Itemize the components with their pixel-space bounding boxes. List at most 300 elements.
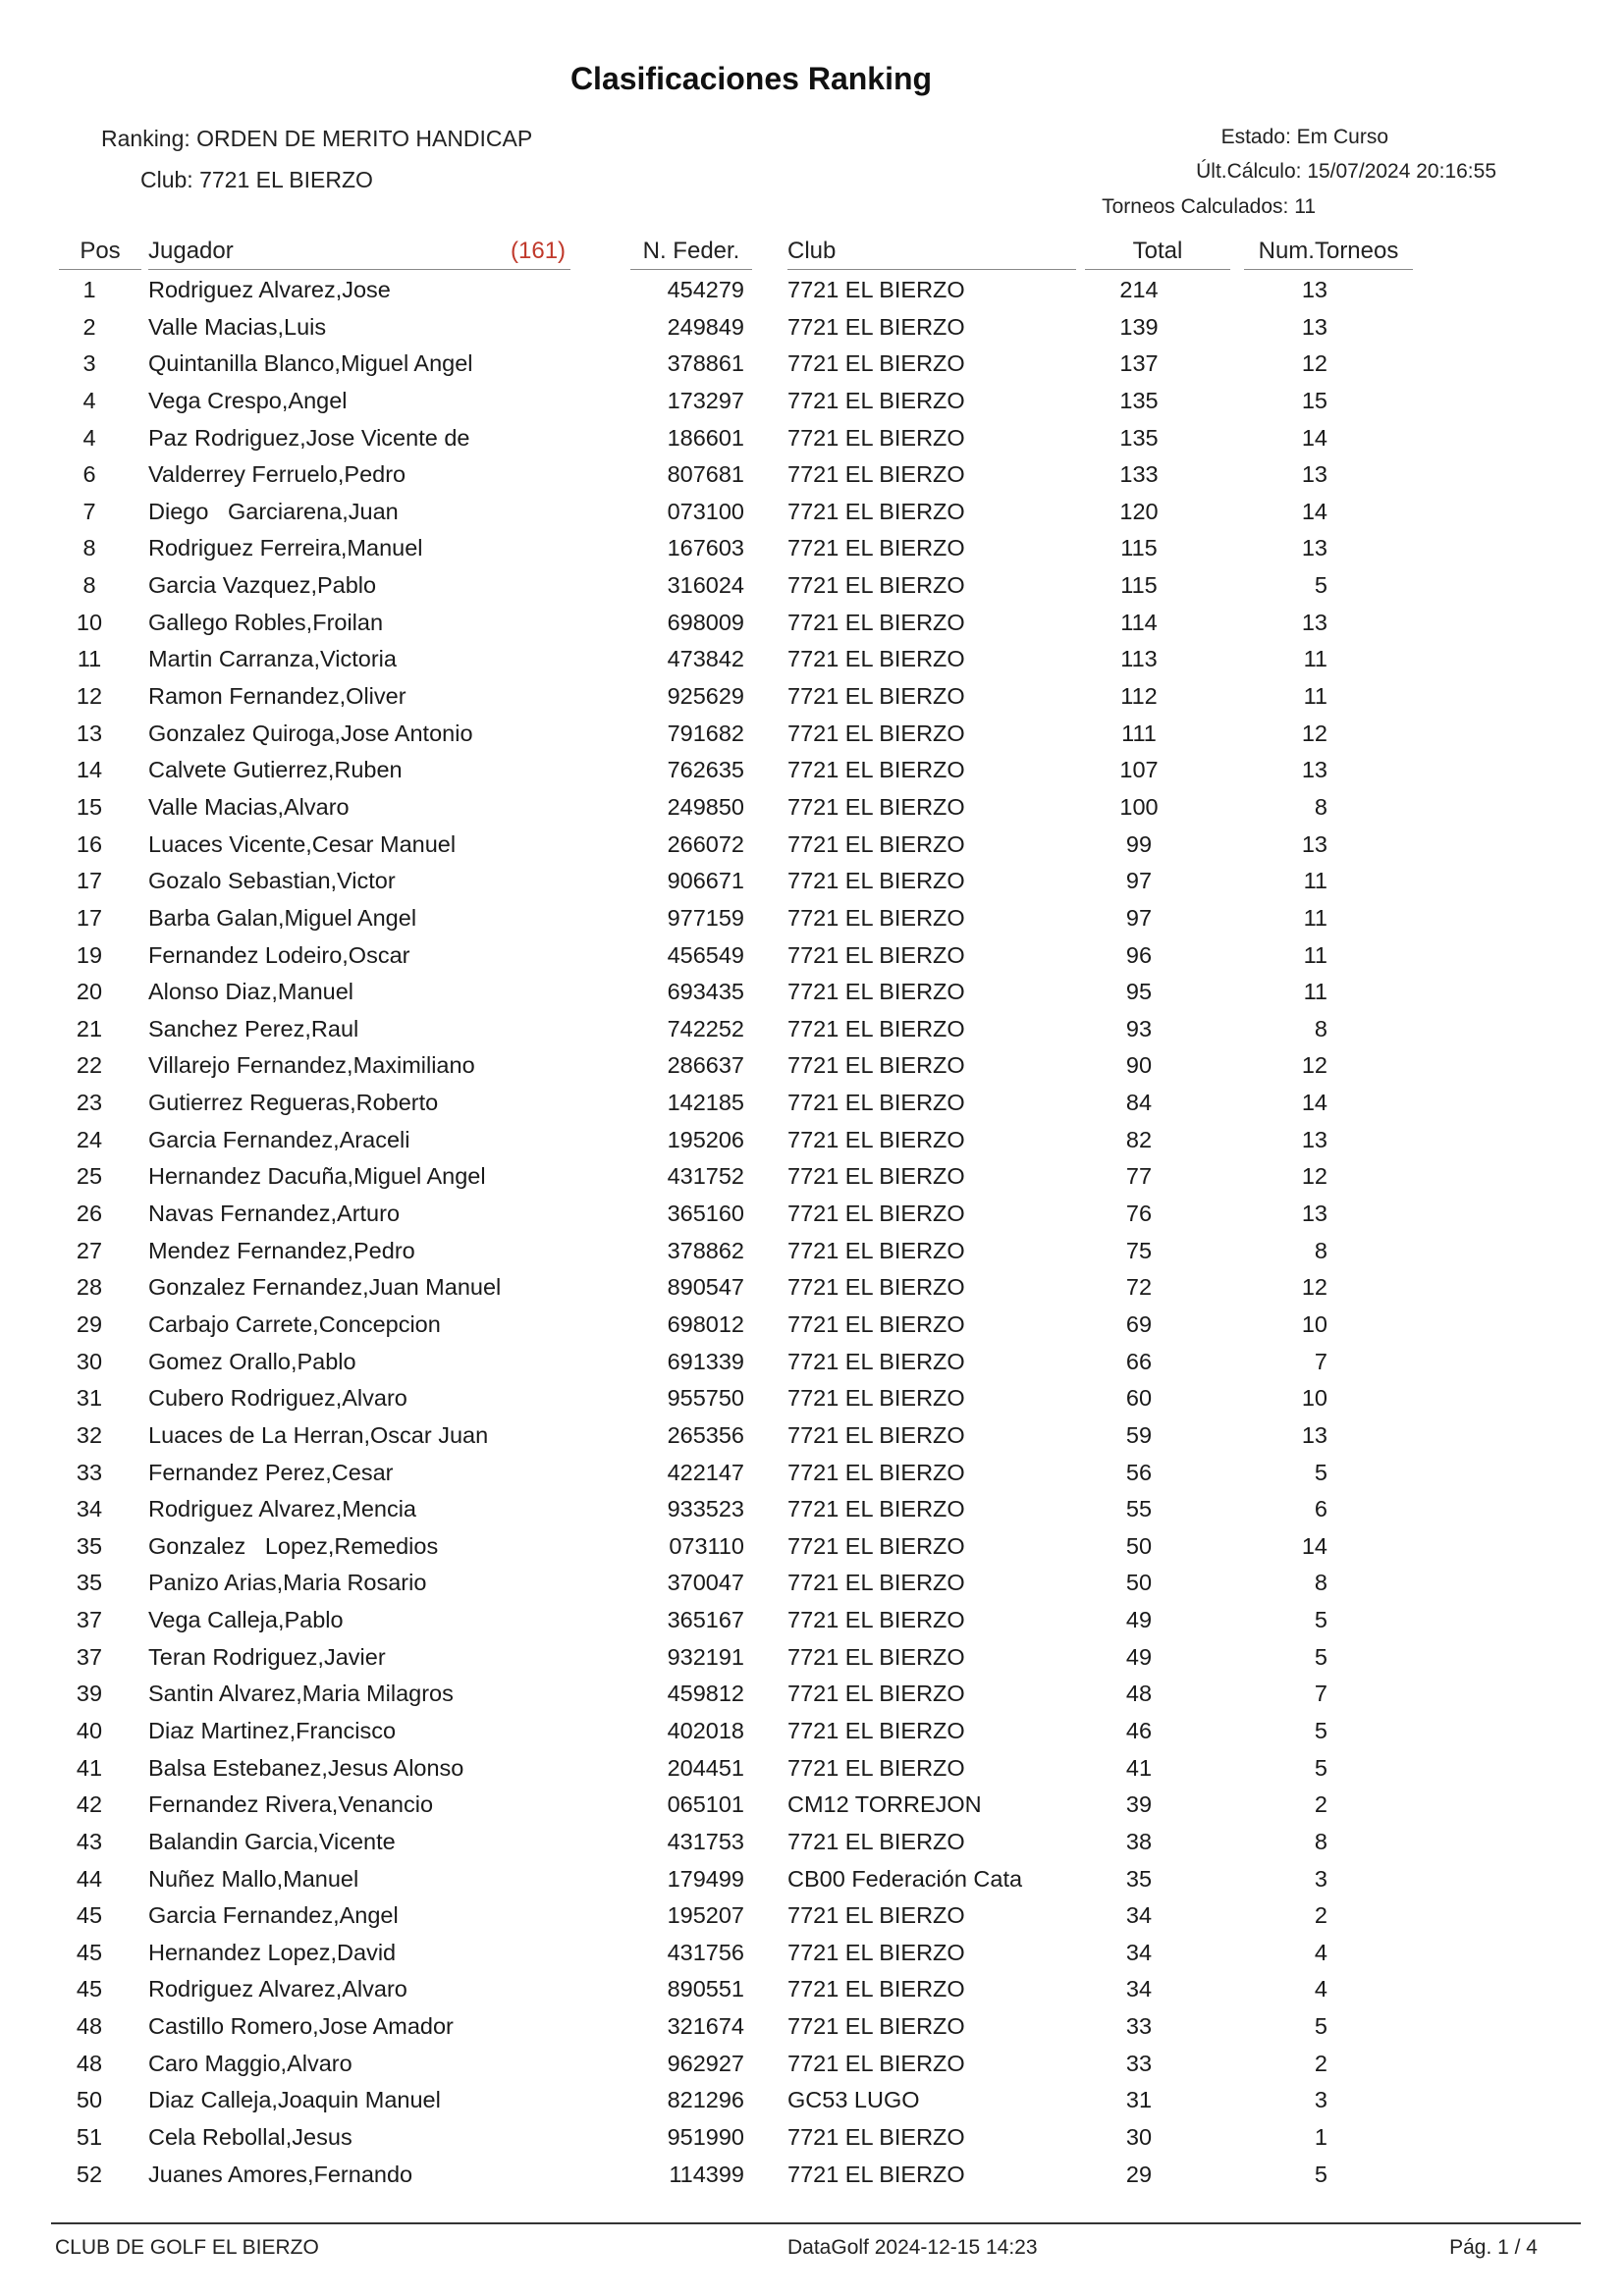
- federation-number: 321674: [667, 2013, 744, 2040]
- table-row: [0, 2087, 1624, 2124]
- federation-number: 951990: [667, 2124, 744, 2151]
- total-points: 75: [1125, 1237, 1153, 1263]
- club-cell: 7721 EL BIERZO: [787, 2050, 965, 2076]
- torneos-calculados: Torneos Calculados: 11: [1102, 195, 1316, 218]
- table-row: [0, 2051, 1624, 2088]
- table-row: [0, 277, 1624, 314]
- pos-cell: 45: [76, 1976, 103, 2002]
- player-name: Castillo Romero,Jose Amador: [148, 2013, 454, 2040]
- player-name: Rodriguez Ferreira,Manuel: [148, 535, 423, 561]
- player-name: Sanchez Perez,Raul: [148, 1015, 359, 1041]
- federation-number: 114399: [669, 2161, 744, 2187]
- table-row: [0, 1385, 1624, 1422]
- ranking-table-body: [0, 277, 1624, 2198]
- federation-number: 265356: [667, 1421, 744, 1448]
- club-cell: 7721 EL BIERZO: [787, 1421, 965, 1448]
- header-jugador: Jugador: [148, 238, 570, 270]
- club-cell: 7721 EL BIERZO: [787, 1754, 965, 1781]
- player-name: Gonzalez Quiroga,Jose Antonio: [148, 720, 473, 746]
- club-cell: 7721 EL BIERZO: [787, 1681, 965, 1707]
- table-row: [0, 1349, 1624, 1386]
- header-pos: Pos: [59, 238, 141, 270]
- total-points: 93: [1125, 1015, 1153, 1041]
- club-cell: 7721 EL BIERZO: [787, 1163, 965, 1190]
- table-row: [0, 1940, 1624, 1977]
- num-torneos-cell: 11: [1303, 868, 1327, 894]
- pos-cell: 12: [76, 683, 103, 710]
- player-name: Rodriguez Alvarez,Jose: [148, 277, 391, 302]
- pos-cell: 8: [82, 535, 96, 561]
- total-points: 84: [1125, 1090, 1153, 1116]
- total-points: 55: [1125, 1496, 1153, 1522]
- pos-cell: 1: [82, 277, 96, 302]
- federation-number: 073100: [667, 498, 744, 524]
- federation-number: 698009: [667, 609, 744, 635]
- player-name: Rodriguez Alvarez,Alvaro: [148, 1976, 407, 2002]
- player-name: Villarejo Fernandez,Maximiliano: [148, 1052, 475, 1079]
- pos-cell: 34: [76, 1496, 103, 1522]
- total-points: 34: [1125, 1902, 1153, 1929]
- num-torneos-cell: 11: [1303, 941, 1327, 968]
- federation-number: 932191: [667, 1643, 744, 1670]
- num-torneos-cell: 8: [1314, 1015, 1327, 1041]
- total-points: 72: [1125, 1274, 1153, 1301]
- pos-cell: 21: [76, 1015, 103, 1041]
- total-points: 137: [1119, 350, 1159, 377]
- player-name: Luaces Vicente,Cesar Manuel: [148, 830, 457, 857]
- total-points: 96: [1125, 941, 1153, 968]
- federation-number: 459812: [667, 1681, 744, 1707]
- player-name: Valle Macias,Alvaro: [148, 793, 350, 820]
- num-torneos-cell: 5: [1314, 2013, 1327, 2040]
- pos-cell: 43: [76, 1828, 103, 1854]
- federation-number: 316024: [667, 572, 744, 599]
- player-name: Garcia Vazquez,Pablo: [148, 572, 377, 599]
- club-name: Club: 7721 EL BIERZO: [140, 167, 373, 192]
- federation-number: 422147: [667, 1459, 744, 1485]
- club-cell: 7721 EL BIERZO: [787, 1348, 965, 1374]
- total-points: 113: [1120, 646, 1158, 672]
- table-row: [0, 1201, 1624, 1238]
- club-cell: 7721 EL BIERZO: [787, 646, 965, 672]
- total-points: 115: [1120, 535, 1158, 561]
- num-torneos-cell: 7: [1314, 1348, 1327, 1374]
- federation-number: 179499: [667, 1865, 744, 1892]
- club-cell: 7721 EL BIERZO: [787, 1126, 965, 1152]
- num-torneos-cell: 5: [1314, 1607, 1327, 1633]
- table-row: [0, 1163, 1624, 1201]
- player-name: Navas Fernandez,Arturo: [148, 1201, 401, 1227]
- pos-cell: 39: [76, 1681, 103, 1707]
- federation-number: 742252: [667, 1015, 744, 1041]
- player-name: Nuñez Mallo,Manuel: [148, 1865, 359, 1892]
- club-cell: 7721 EL BIERZO: [787, 1201, 965, 1227]
- header-num-torneos: Num.Torneos: [1244, 238, 1413, 270]
- pos-cell: 44: [76, 1865, 103, 1892]
- num-torneos-cell: 13: [1301, 1421, 1327, 1448]
- federation-number: 249849: [667, 313, 744, 340]
- num-torneos-cell: 13: [1301, 609, 1327, 635]
- club-cell: 7721 EL BIERZO: [787, 1717, 965, 1743]
- table-row: [0, 1274, 1624, 1311]
- num-torneos-cell: 12: [1301, 350, 1327, 377]
- table-row: [0, 1570, 1624, 1607]
- table-row: [0, 1791, 1624, 1829]
- num-torneos-cell: 6: [1314, 1496, 1327, 1522]
- club-cell: 7721 EL BIERZO: [787, 683, 965, 710]
- num-torneos-cell: 12: [1301, 720, 1327, 746]
- club-cell: 7721 EL BIERZO: [787, 1939, 965, 1965]
- federation-number: 906671: [667, 868, 744, 894]
- pos-cell: 19: [76, 941, 103, 968]
- club-cell: CB00 Federación Cata: [787, 1865, 1023, 1892]
- num-torneos-cell: 5: [1314, 572, 1327, 599]
- num-torneos-cell: 13: [1301, 830, 1327, 857]
- total-points: 49: [1125, 1607, 1153, 1633]
- num-torneos-cell: 2: [1314, 1791, 1327, 1818]
- table-row: [0, 1016, 1624, 1053]
- player-name: Cela Rebollal,Jesus: [148, 2124, 352, 2151]
- total-points: 82: [1125, 1126, 1153, 1152]
- estado-status: Estado: Em Curso: [1220, 126, 1388, 148]
- num-torneos-cell: 11: [1303, 979, 1327, 1005]
- total-points: 120: [1119, 498, 1159, 524]
- federation-number: 431753: [667, 1828, 744, 1854]
- player-name: Gomez Orallo,Pablo: [148, 1348, 356, 1374]
- table-row: [0, 1976, 1624, 2013]
- pos-cell: 20: [76, 979, 103, 1005]
- pos-cell: 17: [76, 868, 103, 894]
- num-torneos-cell: 13: [1301, 1201, 1327, 1227]
- player-name: Calvete Gutierrez,Ruben: [148, 757, 403, 783]
- num-torneos-cell: 10: [1301, 1310, 1327, 1337]
- total-points: 139: [1119, 313, 1159, 340]
- club-cell: GC53 LUGO: [787, 2087, 920, 2113]
- total-points: 34: [1125, 1939, 1153, 1965]
- pos-cell: 25: [76, 1163, 103, 1190]
- federation-number: 365160: [667, 1201, 744, 1227]
- num-torneos-cell: 11: [1303, 904, 1327, 931]
- table-row: [0, 1902, 1624, 1940]
- club-cell: 7721 EL BIERZO: [787, 1570, 965, 1596]
- table-row: [0, 979, 1624, 1016]
- player-name: Gonzalez Lopez,Remedios: [148, 1532, 439, 1559]
- total-points: 135: [1119, 387, 1159, 413]
- pos-cell: 45: [76, 1939, 103, 1965]
- num-torneos-cell: 1: [1314, 2124, 1327, 2151]
- federation-number: 167603: [667, 535, 744, 561]
- total-points: 49: [1125, 1643, 1153, 1670]
- pos-cell: 50: [76, 2087, 103, 2113]
- pos-cell: 42: [76, 1791, 103, 1818]
- table-row: [0, 1127, 1624, 1164]
- total-points: 34: [1125, 1976, 1153, 2002]
- federation-number: 365167: [667, 1607, 744, 1633]
- player-name: Balsa Estebanez,Jesus Alonso: [148, 1754, 464, 1781]
- federation-number: 195206: [667, 1126, 744, 1152]
- player-name: Balandin Garcia,Vicente: [148, 1828, 396, 1854]
- total-points: 97: [1125, 904, 1153, 931]
- table-row: [0, 721, 1624, 758]
- num-torneos-cell: 13: [1301, 1126, 1327, 1152]
- pos-cell: 16: [76, 830, 103, 857]
- pos-cell: 2: [82, 313, 96, 340]
- pos-cell: 40: [76, 1717, 103, 1743]
- player-name: Gonzalez Fernandez,Juan Manuel: [148, 1274, 502, 1301]
- num-torneos-cell: 5: [1314, 1754, 1327, 1781]
- table-row: [0, 942, 1624, 980]
- table-row: [0, 1755, 1624, 1792]
- num-torneos-cell: 5: [1314, 2161, 1327, 2187]
- pos-cell: 4: [82, 387, 96, 413]
- club-cell: CM12 TORREJON: [787, 1791, 982, 1818]
- player-count: (161): [511, 238, 567, 264]
- federation-number: 195207: [667, 1902, 744, 1929]
- header-total: Total: [1085, 238, 1230, 270]
- num-torneos-cell: 4: [1314, 1976, 1327, 2002]
- federation-number: 977159: [667, 904, 744, 931]
- club-cell: 7721 EL BIERZO: [787, 387, 965, 413]
- total-points: 38: [1125, 1828, 1153, 1854]
- table-row: [0, 905, 1624, 942]
- club-cell: 7721 EL BIERZO: [787, 941, 965, 968]
- total-points: 39: [1125, 1791, 1153, 1818]
- pos-cell: 31: [76, 1385, 103, 1412]
- total-points: 100: [1119, 793, 1159, 820]
- federation-number: 186601: [667, 424, 744, 451]
- table-header: [0, 238, 1624, 267]
- player-name: Fernandez Lodeiro,Oscar: [148, 941, 410, 968]
- federation-number: 286637: [667, 1052, 744, 1079]
- player-name: Valle Macias,Luis: [148, 313, 327, 340]
- federation-number: 378862: [667, 1237, 744, 1263]
- club-cell: 7721 EL BIERZO: [787, 757, 965, 783]
- num-torneos-cell: 13: [1301, 461, 1327, 488]
- table-row: [0, 2124, 1624, 2162]
- pos-cell: 13: [76, 720, 103, 746]
- num-torneos-cell: 11: [1303, 683, 1327, 710]
- num-torneos-cell: 8: [1314, 793, 1327, 820]
- player-name: Garcia Fernandez,Angel: [148, 1902, 399, 1929]
- federation-number: 378861: [667, 350, 744, 377]
- num-torneos-cell: 3: [1314, 1865, 1327, 1892]
- player-name: Hernandez Dacuña,Miguel Angel: [148, 1163, 486, 1190]
- table-row: [0, 831, 1624, 869]
- club-cell: 7721 EL BIERZO: [787, 535, 965, 561]
- table-row: [0, 425, 1624, 462]
- table-row: [0, 683, 1624, 721]
- num-torneos-cell: 13: [1301, 757, 1327, 783]
- table-row: [0, 1607, 1624, 1644]
- total-points: 60: [1125, 1385, 1153, 1412]
- num-torneos-cell: 12: [1301, 1274, 1327, 1301]
- num-torneos-cell: 10: [1301, 1385, 1327, 1412]
- footer-generator: DataGolf 2024-12-15 14:23: [787, 2236, 1038, 2259]
- player-name: Diego Garciarena,Juan: [148, 498, 399, 524]
- club-cell: 7721 EL BIERZO: [787, 1902, 965, 1929]
- club-cell: 7721 EL BIERZO: [787, 1828, 965, 1854]
- federation-number: 821296: [667, 2087, 744, 2113]
- table-row: [0, 350, 1624, 388]
- table-row: [0, 2162, 1624, 2199]
- club-cell: 7721 EL BIERZO: [787, 572, 965, 599]
- player-name: Caro Maggio,Alvaro: [148, 2050, 352, 2076]
- federation-number: 693435: [667, 979, 744, 1005]
- pos-cell: 8: [82, 572, 96, 599]
- pos-cell: 24: [76, 1126, 103, 1152]
- total-points: 66: [1125, 1348, 1153, 1374]
- table-row: [0, 1681, 1624, 1718]
- pos-cell: 10: [76, 609, 103, 635]
- total-points: 107: [1119, 757, 1159, 783]
- num-torneos-cell: 8: [1314, 1237, 1327, 1263]
- federation-number: 890551: [667, 1976, 744, 2002]
- club-cell: 7721 EL BIERZO: [787, 609, 965, 635]
- table-row: [0, 535, 1624, 572]
- player-name: Barba Galan,Miguel Angel: [148, 904, 417, 931]
- player-name: Cubero Rodriguez,Alvaro: [148, 1385, 407, 1412]
- total-points: 76: [1125, 1201, 1153, 1227]
- player-name: Carbajo Carrete,Concepcion: [148, 1310, 441, 1337]
- total-points: 33: [1125, 2050, 1153, 2076]
- table-row: [0, 1090, 1624, 1127]
- federation-number: 431752: [667, 1163, 744, 1190]
- total-points: 29: [1125, 2161, 1153, 2187]
- num-torneos-cell: 5: [1314, 1643, 1327, 1670]
- player-name: Gallego Robles,Froilan: [148, 609, 384, 635]
- club-cell: 7721 EL BIERZO: [787, 1496, 965, 1522]
- total-points: 48: [1125, 1681, 1153, 1707]
- table-row: [0, 314, 1624, 351]
- player-name: Diaz Calleja,Joaquin Manuel: [148, 2087, 441, 2113]
- player-name: Mendez Fernandez,Pedro: [148, 1237, 415, 1263]
- total-points: 111: [1121, 720, 1157, 746]
- club-cell: 7721 EL BIERZO: [787, 498, 965, 524]
- player-name: Gozalo Sebastian,Victor: [148, 868, 396, 894]
- total-points: 214: [1119, 277, 1159, 302]
- table-row: [0, 2013, 1624, 2051]
- num-torneos-cell: 11: [1303, 646, 1327, 672]
- table-row: [0, 610, 1624, 647]
- total-points: 97: [1125, 868, 1153, 894]
- federation-number: 791682: [667, 720, 744, 746]
- club-cell: 7721 EL BIERZO: [787, 2161, 965, 2187]
- club-cell: 7721 EL BIERZO: [787, 1532, 965, 1559]
- federation-number: 473842: [667, 646, 744, 672]
- federation-number: 955750: [667, 1385, 744, 1412]
- pos-cell: 48: [76, 2050, 103, 2076]
- num-torneos-cell: 12: [1301, 1052, 1327, 1079]
- player-name: Teran Rodriguez,Javier: [148, 1643, 386, 1670]
- club-cell: 7721 EL BIERZO: [787, 1310, 965, 1337]
- total-points: 114: [1120, 609, 1158, 635]
- club-cell: 7721 EL BIERZO: [787, 1090, 965, 1116]
- table-row: [0, 388, 1624, 425]
- pos-cell: 37: [76, 1643, 103, 1670]
- total-points: 90: [1125, 1052, 1153, 1079]
- club-cell: 7721 EL BIERZO: [787, 313, 965, 340]
- pos-cell: 15: [76, 793, 103, 820]
- total-points: 56: [1125, 1459, 1153, 1485]
- total-points: 30: [1125, 2124, 1153, 2151]
- player-name: Santin Alvarez,Maria Milagros: [148, 1681, 454, 1707]
- num-torneos-cell: 5: [1314, 1717, 1327, 1743]
- table-row: [0, 1496, 1624, 1533]
- num-torneos-cell: 13: [1301, 535, 1327, 561]
- num-torneos-cell: 14: [1301, 498, 1327, 524]
- total-points: 135: [1119, 424, 1159, 451]
- table-row: [0, 461, 1624, 499]
- total-points: 46: [1125, 1717, 1153, 1743]
- num-torneos-cell: 14: [1301, 1532, 1327, 1559]
- player-name: Valderrey Ferruelo,Pedro: [148, 461, 406, 488]
- total-points: 35: [1125, 1865, 1153, 1892]
- ultimo-calculo: Últ.Cálculo: 15/07/2024 20:16:55: [1196, 160, 1496, 183]
- total-points: 59: [1125, 1421, 1153, 1448]
- page-number: Pág. 1 / 4: [1449, 2236, 1538, 2259]
- player-name: Garcia Fernandez,Araceli: [148, 1126, 410, 1152]
- pos-cell: 6: [82, 461, 96, 488]
- pos-cell: 28: [76, 1274, 103, 1301]
- club-cell: 7721 EL BIERZO: [787, 1015, 965, 1041]
- table-row: [0, 868, 1624, 905]
- club-cell: 7721 EL BIERZO: [787, 1459, 965, 1485]
- club-cell: 7721 EL BIERZO: [787, 720, 965, 746]
- total-points: 95: [1125, 979, 1153, 1005]
- club-cell: 7721 EL BIERZO: [787, 1274, 965, 1301]
- federation-number: 402018: [667, 1717, 744, 1743]
- player-name: Quintanilla Blanco,Miguel Angel: [148, 350, 473, 377]
- federation-number: 431756: [667, 1939, 744, 1965]
- total-points: 115: [1120, 572, 1158, 599]
- club-cell: 7721 EL BIERZO: [787, 1607, 965, 1633]
- federation-number: 266072: [667, 830, 744, 857]
- pos-cell: 51: [76, 2124, 103, 2151]
- pos-cell: 14: [76, 757, 103, 783]
- pos-cell: 41: [76, 1754, 103, 1781]
- num-torneos-cell: 8: [1314, 1828, 1327, 1854]
- player-name: Gutierrez Regueras,Roberto: [148, 1090, 439, 1116]
- total-points: 33: [1125, 2013, 1153, 2040]
- federation-number: 890547: [667, 1274, 744, 1301]
- table-row: [0, 1718, 1624, 1755]
- pos-cell: 23: [76, 1090, 103, 1116]
- num-torneos-cell: 3: [1314, 2087, 1327, 2113]
- federation-number: 073110: [669, 1532, 744, 1559]
- player-name: Diaz Martinez,Francisco: [148, 1717, 397, 1743]
- player-name: Ramon Fernandez,Oliver: [148, 683, 406, 710]
- club-cell: 7721 EL BIERZO: [787, 979, 965, 1005]
- total-points: 41: [1125, 1754, 1153, 1781]
- num-torneos-cell: 2: [1314, 2050, 1327, 2076]
- club-cell: 7721 EL BIERZO: [787, 1976, 965, 2002]
- player-name: Rodriguez Alvarez,Mencia: [148, 1496, 416, 1522]
- footer-club: CLUB DE GOLF EL BIERZO: [55, 2236, 319, 2259]
- table-row: [0, 757, 1624, 794]
- player-name: Alonso Diaz,Manuel: [148, 979, 353, 1005]
- header-club: Club: [787, 238, 1076, 270]
- ranking-name: Ranking: ORDEN DE MERITO HANDICAP: [101, 126, 533, 151]
- club-cell: 7721 EL BIERZO: [787, 350, 965, 377]
- num-torneos-cell: 13: [1301, 313, 1327, 340]
- federation-number: 962927: [667, 2050, 744, 2076]
- club-cell: 7721 EL BIERZO: [787, 1385, 965, 1412]
- table-row: [0, 572, 1624, 610]
- pos-cell: 17: [76, 904, 103, 931]
- player-name: Vega Calleja,Pablo: [148, 1607, 344, 1633]
- total-points: 50: [1125, 1532, 1153, 1559]
- pos-cell: 32: [76, 1421, 103, 1448]
